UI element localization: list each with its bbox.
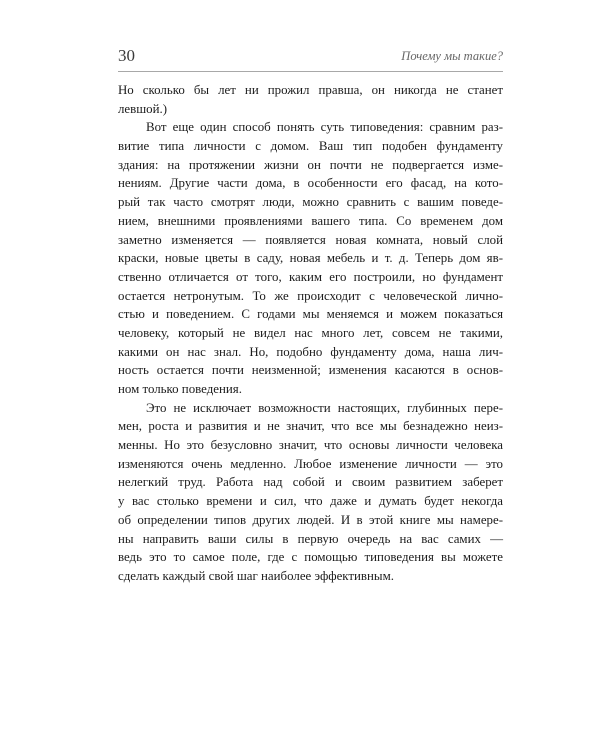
- page-number: 30: [118, 46, 135, 65]
- text-line: нелегкий труд. Работа над собой и своим развитием заберет: [118, 475, 503, 490]
- header-rule: [118, 71, 503, 72]
- text-line: нием, внешними проявлениями вашего типа. Со временем дом: [118, 213, 503, 228]
- text-line: у вас столько времени и сил, что даже и думать будет некогда: [118, 494, 503, 509]
- text-line: какими он нас знал. Но, подобно фундаменту дома, наша лич-: [118, 344, 503, 359]
- text-line: человеку, который не видел нас много лет, совсем не такими,: [118, 325, 503, 340]
- text-line: заметно изменяется — появляется новая комната, новый слой: [118, 232, 503, 247]
- text-line: остается нетронутым. То же происходит с человеческой лично-: [118, 288, 503, 303]
- body-text: [118, 81, 503, 586]
- text-line: изменяются очень медленно. Любое изменение личности — это: [118, 456, 503, 471]
- text-line: ном только поведения.: [118, 382, 242, 396]
- text-line: сделать каждый свой шаг наиболее эффективным.: [118, 568, 394, 583]
- text-line: рый так часто смотрят люди, можно сравнить с вашим поведе-: [118, 195, 503, 210]
- text-line: стью и поведением. С годами мы меняемся и можем показаться: [118, 307, 503, 322]
- text-line: мен, роста и развития и не значит, что все мы безнадежно неиз-: [118, 419, 503, 434]
- running-head: [118, 44, 503, 70]
- paragraph-first-line: Это не исключает возможности настоящих, глубинных пере-: [146, 400, 503, 415]
- text-line: нениям. Другие части дома, в особенности его фасад, на кото-: [118, 176, 503, 191]
- text-line: здания: на протяжении жизни он почти не подвергается изме-: [118, 157, 503, 172]
- running-title: Почему мы такие?: [401, 49, 503, 63]
- paragraph-first-line: Вот еще один способ понять суть типоведения: сравним раз-: [146, 120, 503, 135]
- text-line: ны направить ваши силы в первую очередь на вас самих —: [118, 531, 503, 546]
- text-line: левшой.): [118, 101, 168, 116]
- text-line: витие типа личности с домом. Ваш тип подобен фундаменту: [118, 139, 503, 154]
- text-line: об определении типов других людей. И в этой книге мы намере-: [118, 512, 503, 527]
- text-line: ведь это то самое поле, где с помощью типоведения вы можете: [118, 550, 503, 565]
- text-line: ность остается почти неизменной; изменения касаются в основ-: [118, 363, 503, 378]
- text-line: краски, новые цветы в саду, новая мебель и т. д. Теперь дом яв-: [118, 251, 503, 266]
- text-line: ственно отличается от того, каким его построили, но фундамент: [118, 269, 503, 284]
- text-line: менны. Но это безусловно значит, что основы личности человека: [118, 438, 503, 453]
- text-line: Но сколько бы лет ни прожил правша, он никогда не станет: [118, 83, 503, 97]
